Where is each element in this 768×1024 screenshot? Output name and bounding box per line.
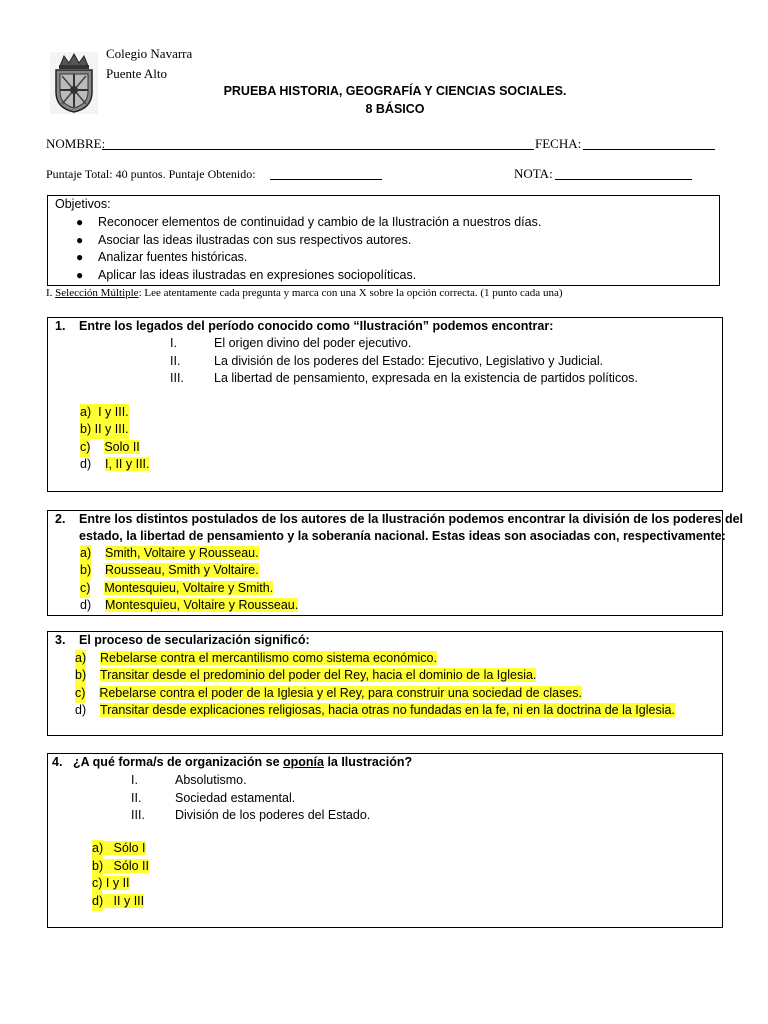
fecha-field[interactable] — [583, 149, 715, 150]
statement-text: El origen divino del poder ejecutivo. — [214, 336, 412, 350]
question-number: 2. — [55, 512, 66, 526]
statement-text: La libertad de pensamiento, expresada en la existencia de partidos políticos. — [214, 371, 638, 385]
fecha-label: FECHA: — [535, 136, 582, 151]
bullet-icon: ● — [76, 215, 84, 229]
option-letter: a) — [75, 650, 86, 668]
question-text: Entre los distintos postulados de los autores de la Ilustración podemos encontrar la división de los poderes del — [79, 512, 744, 526]
question-text — [73, 754, 412, 772]
statement-text: Absolutismo. — [175, 773, 247, 787]
objective-item: Analizar fuentes históricas. — [98, 250, 248, 264]
option-b[interactable] — [80, 562, 259, 580]
nota-field[interactable] — [555, 179, 692, 180]
question-number: 1. — [55, 319, 66, 333]
statement-number: III. — [170, 371, 184, 385]
option-b[interactable] — [92, 858, 149, 876]
option-letter: d) — [75, 703, 87, 717]
nota-label: NOTA: — [514, 166, 553, 181]
option-d[interactable] — [80, 597, 298, 615]
option-text: Transitar desde explicaciones religiosas, hacia otras no fundadas en la fe, ni en la doctrina de la Iglesia. — [100, 703, 675, 717]
option-text: Rebelarse contra el poder de la Iglesia y el Rey, para construir una sociedad de clases. — [99, 686, 583, 700]
question-number: 3. — [55, 633, 66, 647]
school-location: Puente Alto — [106, 66, 168, 81]
option-text: I, II y III. — [105, 457, 150, 471]
statement-number: I. — [170, 336, 177, 350]
school-crest-logo — [50, 52, 98, 114]
option-letter: b) — [80, 422, 92, 436]
objectives-heading: Objetivos: — [55, 197, 111, 211]
option-a[interactable] — [80, 404, 129, 422]
option-letter: c) — [80, 439, 90, 457]
nombre-label: NOMBRE: — [46, 136, 106, 151]
option-c[interactable] — [75, 685, 582, 703]
option-text: Montesquieu, Voltaire y Smith. — [104, 581, 274, 595]
question-4-box — [47, 753, 723, 928]
objective-item: Asociar las ideas ilustradas con sus respectivos autores. — [98, 233, 412, 247]
option-b[interactable] — [75, 667, 536, 685]
option-text: II y III — [113, 894, 145, 908]
objective-item: Aplicar las ideas ilustradas en expresiones sociopolíticas. — [98, 268, 417, 282]
option-letter: c) — [92, 875, 102, 893]
option-d[interactable] — [80, 456, 149, 474]
option-text: Smith, Voltaire y Rousseau. — [105, 546, 259, 560]
section-instructions-text: : Lee atentamente cada pregunta y marca con una X sobre la opción correcta. (1 punto cada una) — [138, 287, 563, 299]
section-number: I. — [46, 287, 56, 299]
statement-text: División de los poderes del Estado. — [175, 808, 371, 822]
statement-number: II. — [170, 354, 181, 368]
option-a[interactable] — [75, 650, 437, 668]
statement-number: I. — [131, 773, 138, 787]
option-text: Rebelarse contra el mercantilismo como sistema económico. — [100, 651, 437, 665]
option-letter: c) — [75, 685, 85, 703]
option-letter: c) — [80, 580, 90, 598]
school-name: Colegio Navarra — [106, 46, 193, 61]
statement-text: Sociedad estamental. — [175, 791, 296, 805]
option-text: Sólo II — [113, 859, 149, 873]
puntaje-obtenido-field[interactable] — [270, 179, 382, 180]
option-letter: a) — [80, 405, 92, 419]
nombre-field[interactable] — [102, 149, 534, 150]
option-c[interactable] — [92, 875, 130, 893]
option-text: Sólo I — [113, 841, 146, 855]
option-c[interactable] — [80, 439, 140, 457]
option-b[interactable] — [80, 421, 129, 439]
option-text: Rousseau, Smith y Voltaire. — [105, 563, 259, 577]
question-text-continued: estado, la libertad de pensamiento y la soberanía nacional. Estas ideas son asociadas con, respectivamente: — [79, 529, 726, 543]
option-a[interactable] — [80, 545, 259, 563]
statement-number: III. — [131, 808, 145, 822]
bullet-icon: ● — [76, 268, 84, 282]
puntaje-text: Puntaje Total: 40 puntos. Puntaje Obtenido: — [46, 167, 256, 181]
option-letter: d) — [92, 893, 103, 911]
option-text: Montesquieu, Voltaire y Rousseau. — [105, 598, 299, 612]
question-text: Entre los legados del período conocido como “Ilustración” podemos encontrar: — [79, 319, 554, 333]
option-text: Solo II — [104, 440, 140, 454]
statement-text: La división de los poderes del Estado: Ejecutivo, Legislativo y Judicial. — [214, 354, 604, 368]
test-title: PRUEBA HISTORIA, GEOGRAFÍA Y CIENCIAS SOCIALES. — [223, 84, 567, 98]
test-grade: 8 BÁSICO — [365, 102, 425, 116]
option-d[interactable] — [92, 893, 144, 911]
question-number: 4. — [52, 755, 63, 769]
question-text: El proceso de secularización significó: — [79, 633, 310, 647]
option-a[interactable] — [92, 840, 146, 858]
objective-item: Reconocer elementos de continuidad y cambio de la Ilustración a nuestros días. — [98, 215, 542, 229]
option-letter: b) — [92, 858, 103, 876]
bullet-icon: ● — [76, 250, 84, 264]
option-text: II y III. — [94, 422, 129, 436]
option-letter: b) — [75, 667, 86, 685]
option-c[interactable] — [80, 580, 273, 598]
option-letter: a) — [92, 840, 103, 858]
option-d[interactable] — [75, 702, 675, 720]
option-text: I y II — [105, 876, 130, 890]
option-letter: b) — [80, 562, 91, 580]
option-text: Transitar desde el predominio del poder del Rey, hacia el dominio de la Iglesia. — [100, 668, 537, 682]
option-letter: a) — [80, 545, 91, 563]
section-label: Selección Múltiple — [55, 287, 139, 299]
section-instructions — [46, 286, 563, 300]
option-letter: d) — [80, 598, 92, 612]
question-text-after: la Ilustración? — [323, 755, 413, 769]
bullet-icon: ● — [76, 233, 84, 247]
statement-number: II. — [131, 791, 142, 805]
option-text: I y III. — [98, 405, 129, 419]
question-text-underlined: oponía — [283, 755, 324, 769]
option-letter: d) — [80, 457, 92, 471]
question-text-before: ¿A qué forma/s de organización se — [73, 755, 283, 769]
